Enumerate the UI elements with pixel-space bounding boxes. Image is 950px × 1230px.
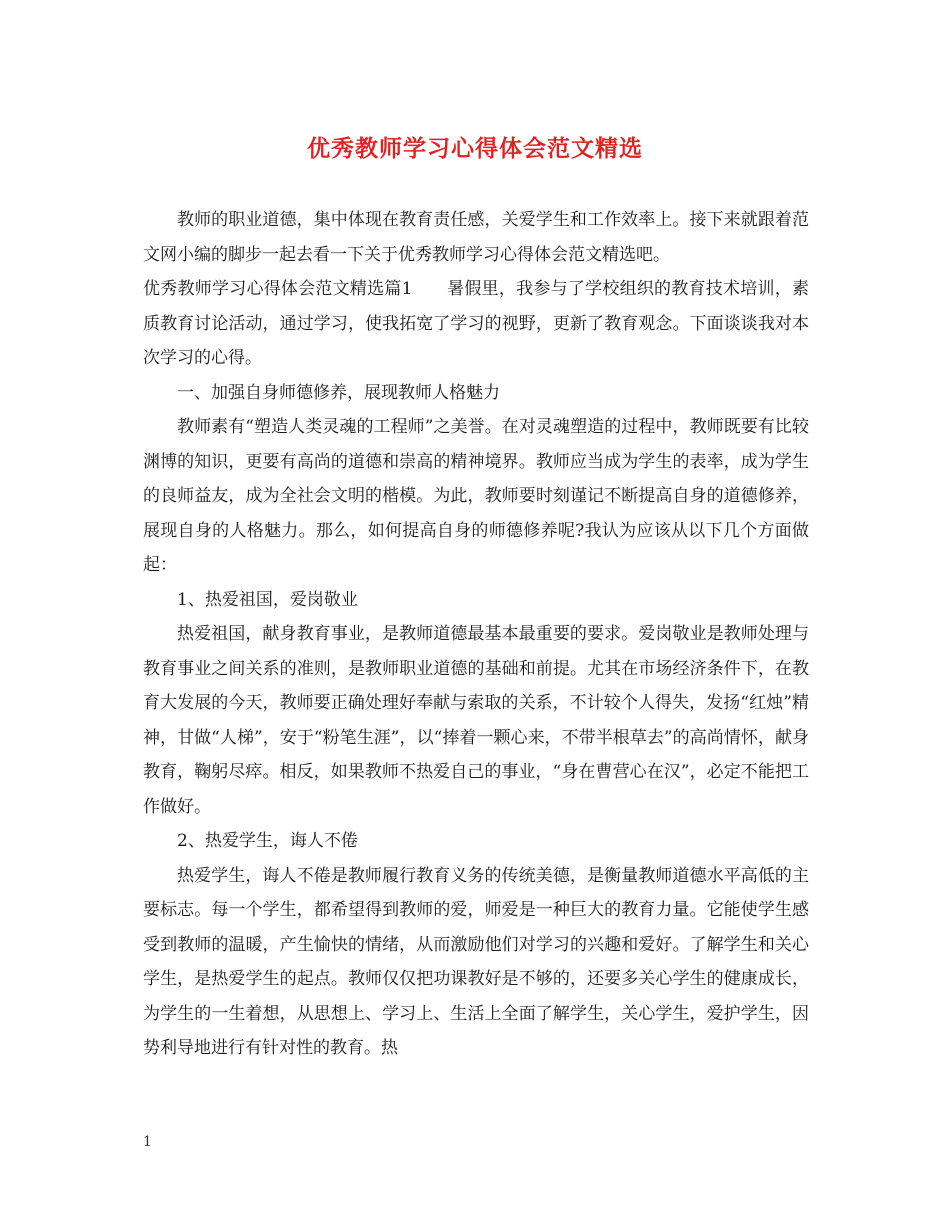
- paragraph-teacher-ethics: 教师素有“塑造人类灵魂的工程师”之美誉。在对灵魂塑造的过程中，教师既要有比较渊博的知识，更要有高尚的道德和崇高的精神境界。教师应当成为学生的表率，成为学生的良师益友，成为全社会文明的楷模。为此，教师要时刻谨记不断提高自身的道德修养，展现自身的人格魅力。那么，如何提高自身的师德修养呢?我认为应该从以下几个方面做起：: [143, 417, 809, 575]
- document-title: 优秀教师学习心得体会范文精选: [307, 135, 643, 162]
- paragraph-intro: 教师的职业道德，集中体现在教育责任感，关爱学生和工作效率上。接下来就跟着范文网小编的脚步一起去看一下关于优秀教师学习心得体会范文精选吧。: [143, 210, 809, 265]
- section-heading-1: 一、加强自身师德修养，展现教师人格魅力: [177, 382, 500, 403]
- paragraph-article-1: 优秀教师学习心得体会范文精选篇1 暑假里，我参与了学校组织的教育技术培训，素质教育讨论活动，通过学习，使我拓宽了学习的视野，更新了教育观念。下面谈谈我对本次学习的心得。: [143, 279, 809, 368]
- page-number: 1: [143, 1134, 152, 1150]
- paragraph-love-country: 热爱祖国，献身教育事业，是教师道德最基本最重要的要求。爱岗敬业是教师处理与教育事业之间关系的准则，是教师职业道德的基础和前提。尤其在市场经济条件下，在教育大发展的今天，教师要正确处理好奉献与索取的关系，不计较个人得失，发扬“红烛”精神，甘做“人梯”，安于“粉笔生涯”，以“捧着一颗心来，不带半根草去”的高尚情怀，献身教育，鞠躬尽瘁。相反，如果教师不热爱自己的事业，“身在曹营心在汉”，必定不能把工作做好。: [143, 624, 809, 817]
- subheading-love-students: 2、热爱学生，诲人不倦: [177, 831, 358, 851]
- paragraph-love-students: 热爱学生，诲人不倦是教师履行教育义务的传统美德，是衡量教师道德水平高低的主要标志。每一个学生，都希望得到教师的爱，师爱是一种巨大的教育力量。它能使学生感受到教师的温暖，产生愉快的情绪，从而激励他们对学习的兴趣和爱好。了解学生和关心学生，是热爱学生的起点。教师仅仅把功课教好是不够的，还要多关心学生的健康成长，为学生的一生着想，从思想上、学习上、生活上全面了解学生，关心学生，爱护学生，因势利导地进行有针对性的教育。热: [143, 865, 809, 1058]
- subheading-love-country: 1、热爱祖国，爱岗敬业: [177, 589, 358, 610]
- document-body: [143, 203, 809, 1066]
